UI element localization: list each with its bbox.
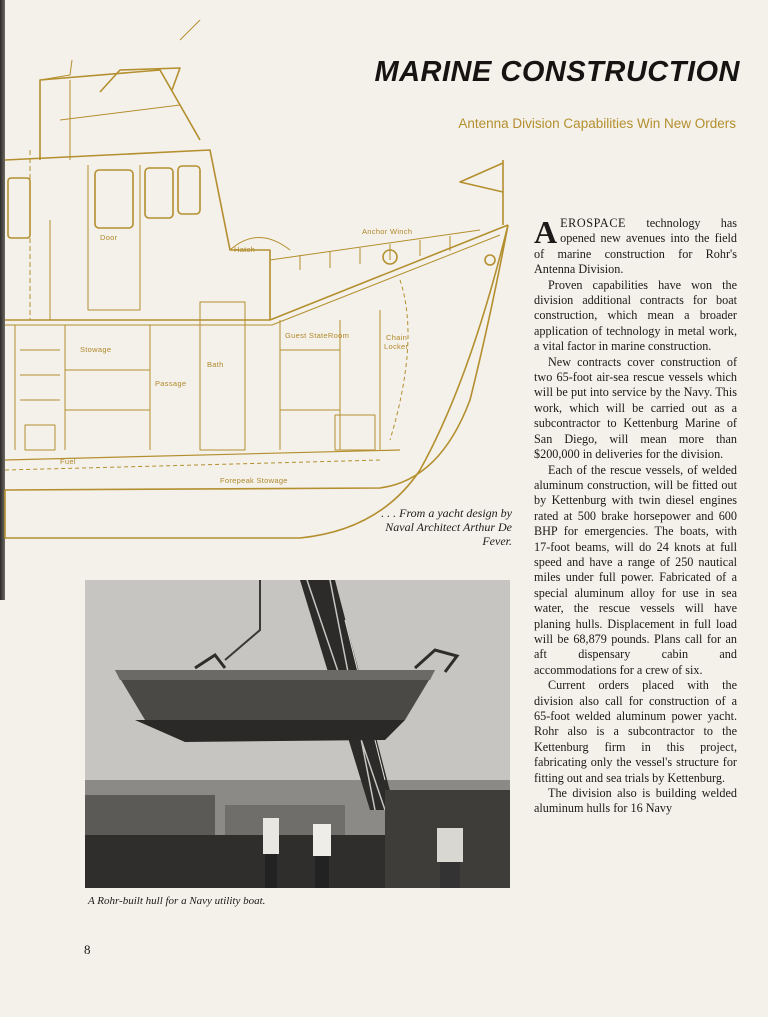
article-paragraph-4: Each of the rescue vessels, of welded aluminum construction, will be fitted out by Kettenburg with twin diesel engines rated at 500 brake horsepower and 600 BHP for emergencies. The boats, with 17-foot beams, will do 24 knots at full speed and have a range of 250 nautical miles under full power. Fabricated of a special aluminum alloy for use in sea water, the rescue vessels will have planing hulls. Displacement in full load will be 68,879 pounds. Plans call for an aft dispensary cabin and accommodations for a crew of six. [534, 462, 737, 677]
lead-word: EROSPACE [560, 216, 627, 230]
article-paragraph-3: New contracts cover construction of two 65-foot air-sea rescue vessels which will be put into service by the Navy. This work, which will be carried out as a subcontractor to Kettenburg Marine of San Diego, will mean more than $200,000 in deliveries for the division. [534, 354, 737, 462]
drawing-caption: . . . From a yacht design by Naval Architect Arthur De Fever. [381, 506, 512, 548]
label-forepeak-stowage: Forepeak Stowage [220, 476, 288, 485]
label-chain: Chain [386, 333, 408, 342]
label-door: Door [100, 233, 118, 242]
page-title: MARINE CONSTRUCTION [374, 56, 740, 88]
hull-photograph [85, 580, 510, 888]
label-locker: Locker [384, 342, 409, 351]
label-guest-stateroom: Guest StateRoom [285, 331, 350, 340]
label-bath: Bath [207, 360, 224, 369]
drop-cap: A [534, 214, 558, 250]
article-paragraph-5: Current orders placed with the division also call for construction of a 65-foot welded aluminum power yacht. Rohr also is a subcontractor to the Kettenburg firm in this project, fabricating only the vessel's structure for fitting out and sea trials by Kettenburg. [534, 678, 737, 785]
article-paragraph-2: Proven capabilities have won the division additional contracts for boat construction, which mean a broader application of technology in metal work, a vital factor in marine construction. [534, 277, 737, 354]
paragraph-1-text: technology has opened new avenues into the field of marine construction for Rohr's Antenna Division. [534, 216, 737, 277]
label-anchor-winch: Anchor Winch [362, 227, 413, 236]
label-passage: Passage [155, 379, 187, 388]
article-paragraph-6: The division also is building welded aluminum hulls for 16 Navy [534, 786, 737, 816]
yacht-design-drawing [0, 20, 520, 550]
page-subtitle: Antenna Division Capabilities Win New Orders [458, 116, 736, 131]
label-stowage: Stowage [80, 345, 112, 354]
page-number: 8 [84, 942, 91, 957]
article-paragraph-1 [534, 216, 737, 278]
label-hatch: Hatch [234, 245, 256, 254]
photo-caption: A Rohr-built hull for a Navy utility boat. [88, 895, 266, 907]
article-body [534, 216, 737, 817]
label-fuel: Fuel [60, 457, 76, 466]
